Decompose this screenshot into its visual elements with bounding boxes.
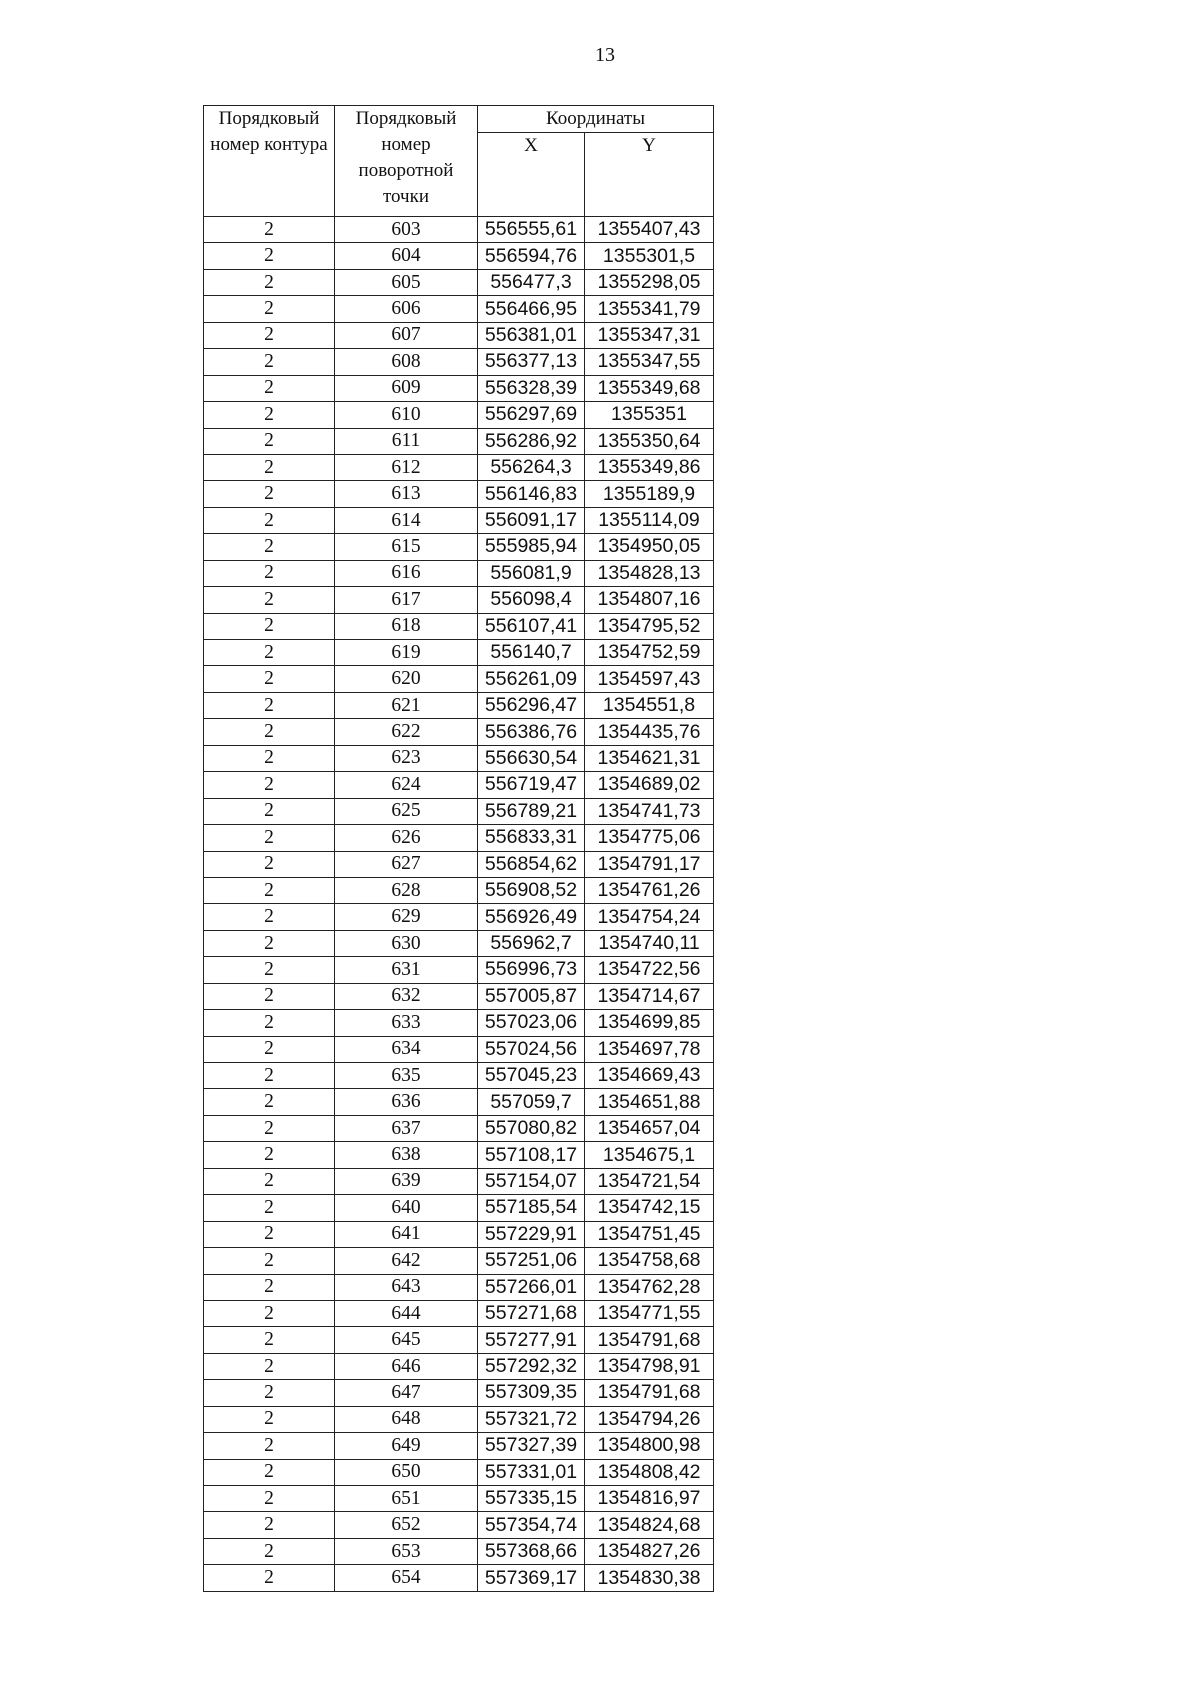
contour-number-cell: 2 xyxy=(204,666,335,692)
x-coordinate-cell: 557266,01 xyxy=(478,1274,585,1300)
y-coordinate-cell: 1354742,15 xyxy=(585,1195,714,1221)
point-number-cell: 646 xyxy=(335,1353,478,1379)
x-coordinate-cell: 557024,56 xyxy=(478,1036,585,1062)
contour-number-cell: 2 xyxy=(204,983,335,1009)
table-row xyxy=(204,930,714,956)
point-number-cell: 624 xyxy=(335,772,478,798)
x-coordinate-cell: 557369,17 xyxy=(478,1565,585,1591)
point-number-cell: 645 xyxy=(335,1327,478,1353)
x-coordinate-cell: 557331,01 xyxy=(478,1459,585,1485)
point-number-cell: 626 xyxy=(335,825,478,851)
table-row xyxy=(204,613,714,639)
table-row xyxy=(204,349,714,375)
x-coordinate-cell: 555985,94 xyxy=(478,534,585,560)
contour-number-cell: 2 xyxy=(204,587,335,613)
x-coordinate-cell: 556466,95 xyxy=(478,296,585,322)
x-coordinate-cell: 556328,39 xyxy=(478,375,585,401)
point-number-cell: 637 xyxy=(335,1115,478,1141)
contour-number-cell: 2 xyxy=(204,322,335,348)
header-y: Y xyxy=(585,133,714,217)
x-coordinate-cell: 556091,17 xyxy=(478,507,585,533)
y-coordinate-cell: 1354828,13 xyxy=(585,560,714,586)
x-coordinate-cell: 557368,66 xyxy=(478,1538,585,1564)
point-number-cell: 641 xyxy=(335,1221,478,1247)
x-coordinate-cell: 556719,47 xyxy=(478,772,585,798)
x-coordinate-cell: 557271,68 xyxy=(478,1300,585,1326)
point-number-cell: 623 xyxy=(335,745,478,771)
table-row xyxy=(204,825,714,851)
table-row xyxy=(204,1274,714,1300)
y-coordinate-cell: 1354752,59 xyxy=(585,640,714,666)
table-row xyxy=(204,1433,714,1459)
table-row xyxy=(204,719,714,745)
y-coordinate-cell: 1354721,54 xyxy=(585,1168,714,1194)
y-coordinate-cell: 1354762,28 xyxy=(585,1274,714,1300)
y-coordinate-cell: 1354435,76 xyxy=(585,719,714,745)
point-number-cell: 644 xyxy=(335,1300,478,1326)
table-row xyxy=(204,1300,714,1326)
contour-number-cell: 2 xyxy=(204,904,335,930)
contour-number-cell: 2 xyxy=(204,1115,335,1141)
contour-number-cell: 2 xyxy=(204,772,335,798)
contour-number-cell: 2 xyxy=(204,375,335,401)
contour-number-cell: 2 xyxy=(204,428,335,454)
point-number-cell: 634 xyxy=(335,1036,478,1062)
x-coordinate-cell: 556996,73 xyxy=(478,957,585,983)
x-coordinate-cell: 556264,3 xyxy=(478,454,585,480)
point-number-cell: 649 xyxy=(335,1433,478,1459)
table-row xyxy=(204,1486,714,1512)
contour-number-cell: 2 xyxy=(204,1010,335,1036)
contour-number-cell: 2 xyxy=(204,402,335,428)
table-row xyxy=(204,1406,714,1432)
y-coordinate-cell: 1354714,67 xyxy=(585,983,714,1009)
contour-number-cell: 2 xyxy=(204,454,335,480)
y-coordinate-cell: 1354808,42 xyxy=(585,1459,714,1485)
x-coordinate-cell: 556261,09 xyxy=(478,666,585,692)
point-number-cell: 603 xyxy=(335,217,478,243)
y-coordinate-cell: 1354669,43 xyxy=(585,1063,714,1089)
y-coordinate-cell: 1355349,68 xyxy=(585,375,714,401)
y-coordinate-cell: 1354775,06 xyxy=(585,825,714,851)
y-coordinate-cell: 1355349,86 xyxy=(585,454,714,480)
contour-number-cell: 2 xyxy=(204,507,335,533)
point-number-cell: 638 xyxy=(335,1142,478,1168)
y-coordinate-cell: 1354751,45 xyxy=(585,1221,714,1247)
x-coordinate-cell: 556146,83 xyxy=(478,481,585,507)
point-number-cell: 609 xyxy=(335,375,478,401)
point-number-cell: 614 xyxy=(335,507,478,533)
contour-number-cell: 2 xyxy=(204,877,335,903)
x-coordinate-cell: 556377,13 xyxy=(478,349,585,375)
contour-number-cell: 2 xyxy=(204,1168,335,1194)
y-coordinate-cell: 1355298,05 xyxy=(585,269,714,295)
y-coordinate-cell: 1354754,24 xyxy=(585,904,714,930)
contour-number-cell: 2 xyxy=(204,930,335,956)
contour-number-cell: 2 xyxy=(204,1248,335,1274)
header-x: X xyxy=(478,133,585,217)
page-number: 13 xyxy=(595,44,615,66)
contour-number-cell: 2 xyxy=(204,243,335,269)
y-coordinate-cell: 1354771,55 xyxy=(585,1300,714,1326)
point-number-cell: 608 xyxy=(335,349,478,375)
y-coordinate-cell: 1354807,16 xyxy=(585,587,714,613)
contour-number-cell: 2 xyxy=(204,1353,335,1379)
table-row xyxy=(204,1380,714,1406)
x-coordinate-cell: 557321,72 xyxy=(478,1406,585,1432)
x-coordinate-cell: 557251,06 xyxy=(478,1248,585,1274)
table-row xyxy=(204,560,714,586)
contour-number-cell: 2 xyxy=(204,1327,335,1353)
table-row xyxy=(204,402,714,428)
x-coordinate-cell: 556594,76 xyxy=(478,243,585,269)
contour-number-cell: 2 xyxy=(204,1486,335,1512)
contour-number-cell: 2 xyxy=(204,1512,335,1538)
x-coordinate-cell: 557154,07 xyxy=(478,1168,585,1194)
table-row xyxy=(204,1089,714,1115)
x-coordinate-cell: 557185,54 xyxy=(478,1195,585,1221)
contour-number-cell: 2 xyxy=(204,217,335,243)
coordinates-table xyxy=(203,105,714,1592)
y-coordinate-cell: 1355189,9 xyxy=(585,481,714,507)
table-row xyxy=(204,1459,714,1485)
table-row xyxy=(204,534,714,560)
point-number-cell: 604 xyxy=(335,243,478,269)
point-number-cell: 618 xyxy=(335,613,478,639)
y-coordinate-cell: 1355347,31 xyxy=(585,322,714,348)
contour-number-cell: 2 xyxy=(204,640,335,666)
contour-number-cell: 2 xyxy=(204,1565,335,1591)
y-coordinate-cell: 1354689,02 xyxy=(585,772,714,798)
y-coordinate-cell: 1354651,88 xyxy=(585,1089,714,1115)
table-row xyxy=(204,904,714,930)
table-row xyxy=(204,1195,714,1221)
y-coordinate-cell: 1355351 xyxy=(585,402,714,428)
contour-number-cell: 2 xyxy=(204,1036,335,1062)
y-coordinate-cell: 1354697,78 xyxy=(585,1036,714,1062)
x-coordinate-cell: 557005,87 xyxy=(478,983,585,1009)
point-number-cell: 636 xyxy=(335,1089,478,1115)
y-coordinate-cell: 1355350,64 xyxy=(585,428,714,454)
point-number-cell: 652 xyxy=(335,1512,478,1538)
x-coordinate-cell: 556381,01 xyxy=(478,322,585,348)
y-coordinate-cell: 1354798,91 xyxy=(585,1353,714,1379)
point-number-cell: 621 xyxy=(335,692,478,718)
x-coordinate-cell: 556296,47 xyxy=(478,692,585,718)
x-coordinate-cell: 557292,32 xyxy=(478,1353,585,1379)
table-row xyxy=(204,1221,714,1247)
contour-number-cell: 2 xyxy=(204,296,335,322)
point-number-cell: 627 xyxy=(335,851,478,877)
y-coordinate-cell: 1354795,52 xyxy=(585,613,714,639)
y-coordinate-cell: 1354791,17 xyxy=(585,851,714,877)
table-row xyxy=(204,798,714,824)
table-row xyxy=(204,1248,714,1274)
table-row xyxy=(204,1115,714,1141)
y-coordinate-cell: 1354621,31 xyxy=(585,745,714,771)
point-number-cell: 619 xyxy=(335,640,478,666)
x-coordinate-cell: 556098,4 xyxy=(478,587,585,613)
point-number-cell: 613 xyxy=(335,481,478,507)
point-number-cell: 615 xyxy=(335,534,478,560)
point-number-cell: 651 xyxy=(335,1486,478,1512)
y-coordinate-cell: 1354740,11 xyxy=(585,930,714,956)
x-coordinate-cell: 556107,41 xyxy=(478,613,585,639)
contour-number-cell: 2 xyxy=(204,613,335,639)
point-number-cell: 653 xyxy=(335,1538,478,1564)
table-row xyxy=(204,243,714,269)
table-body xyxy=(204,217,714,1592)
x-coordinate-cell: 557045,23 xyxy=(478,1063,585,1089)
contour-number-cell: 2 xyxy=(204,1221,335,1247)
contour-number-cell: 2 xyxy=(204,1300,335,1326)
table-row xyxy=(204,587,714,613)
y-coordinate-cell: 1355114,09 xyxy=(585,507,714,533)
table-row xyxy=(204,322,714,348)
y-coordinate-cell: 1355341,79 xyxy=(585,296,714,322)
header-contour-number: Порядковый номер контура xyxy=(204,106,335,217)
table-row xyxy=(204,1063,714,1089)
y-coordinate-cell: 1354816,97 xyxy=(585,1486,714,1512)
table-row xyxy=(204,666,714,692)
contour-number-cell: 2 xyxy=(204,560,335,586)
point-number-cell: 622 xyxy=(335,719,478,745)
point-number-cell: 625 xyxy=(335,798,478,824)
y-coordinate-cell: 1354824,68 xyxy=(585,1512,714,1538)
table-row xyxy=(204,481,714,507)
x-coordinate-cell: 557309,35 xyxy=(478,1380,585,1406)
table-row xyxy=(204,745,714,771)
contour-number-cell: 2 xyxy=(204,1063,335,1089)
contour-number-cell: 2 xyxy=(204,1274,335,1300)
table-row xyxy=(204,851,714,877)
table-row xyxy=(204,1010,714,1036)
x-coordinate-cell: 556833,31 xyxy=(478,825,585,851)
table-row xyxy=(204,772,714,798)
point-number-cell: 617 xyxy=(335,587,478,613)
x-coordinate-cell: 556081,9 xyxy=(478,560,585,586)
point-number-cell: 654 xyxy=(335,1565,478,1591)
x-coordinate-cell: 556962,7 xyxy=(478,930,585,956)
table-row xyxy=(204,1512,714,1538)
contour-number-cell: 2 xyxy=(204,1195,335,1221)
point-number-cell: 633 xyxy=(335,1010,478,1036)
y-coordinate-cell: 1354761,26 xyxy=(585,877,714,903)
y-coordinate-cell: 1354741,73 xyxy=(585,798,714,824)
x-coordinate-cell: 557327,39 xyxy=(478,1433,585,1459)
x-coordinate-cell: 557277,91 xyxy=(478,1327,585,1353)
table-row xyxy=(204,296,714,322)
x-coordinate-cell: 557335,15 xyxy=(478,1486,585,1512)
y-coordinate-cell: 1354597,43 xyxy=(585,666,714,692)
y-coordinate-cell: 1354657,04 xyxy=(585,1115,714,1141)
table-row xyxy=(204,507,714,533)
contour-number-cell: 2 xyxy=(204,798,335,824)
contour-number-cell: 2 xyxy=(204,269,335,295)
table-row xyxy=(204,1565,714,1591)
point-number-cell: 616 xyxy=(335,560,478,586)
y-coordinate-cell: 1354830,38 xyxy=(585,1565,714,1591)
contour-number-cell: 2 xyxy=(204,534,335,560)
table-row xyxy=(204,1327,714,1353)
point-number-cell: 632 xyxy=(335,983,478,1009)
x-coordinate-cell: 557354,74 xyxy=(478,1512,585,1538)
point-number-cell: 650 xyxy=(335,1459,478,1485)
contour-number-cell: 2 xyxy=(204,692,335,718)
table-row xyxy=(204,1142,714,1168)
point-number-cell: 620 xyxy=(335,666,478,692)
point-number-cell: 631 xyxy=(335,957,478,983)
y-coordinate-cell: 1354551,8 xyxy=(585,692,714,718)
contour-number-cell: 2 xyxy=(204,1089,335,1115)
x-coordinate-cell: 556908,52 xyxy=(478,877,585,903)
x-coordinate-cell: 557059,7 xyxy=(478,1089,585,1115)
contour-number-cell: 2 xyxy=(204,481,335,507)
table-row xyxy=(204,269,714,295)
contour-number-cell: 2 xyxy=(204,957,335,983)
y-coordinate-cell: 1354791,68 xyxy=(585,1380,714,1406)
point-number-cell: 611 xyxy=(335,428,478,454)
contour-number-cell: 2 xyxy=(204,1459,335,1485)
point-number-cell: 606 xyxy=(335,296,478,322)
contour-number-cell: 2 xyxy=(204,825,335,851)
point-number-cell: 643 xyxy=(335,1274,478,1300)
x-coordinate-cell: 557023,06 xyxy=(478,1010,585,1036)
table-row xyxy=(204,428,714,454)
x-coordinate-cell: 557229,91 xyxy=(478,1221,585,1247)
contour-number-cell: 2 xyxy=(204,1142,335,1168)
y-coordinate-cell: 1354758,68 xyxy=(585,1248,714,1274)
y-coordinate-cell: 1354800,98 xyxy=(585,1433,714,1459)
table-row xyxy=(204,640,714,666)
x-coordinate-cell: 556477,3 xyxy=(478,269,585,295)
table-row xyxy=(204,1036,714,1062)
point-number-cell: 640 xyxy=(335,1195,478,1221)
x-coordinate-cell: 556386,76 xyxy=(478,719,585,745)
y-coordinate-cell: 1354794,26 xyxy=(585,1406,714,1432)
point-number-cell: 612 xyxy=(335,454,478,480)
point-number-cell: 642 xyxy=(335,1248,478,1274)
x-coordinate-cell: 556286,92 xyxy=(478,428,585,454)
table-row xyxy=(204,1538,714,1564)
x-coordinate-cell: 556630,54 xyxy=(478,745,585,771)
point-number-cell: 630 xyxy=(335,930,478,956)
point-number-cell: 635 xyxy=(335,1063,478,1089)
x-coordinate-cell: 556297,69 xyxy=(478,402,585,428)
x-coordinate-cell: 556854,62 xyxy=(478,851,585,877)
contour-number-cell: 2 xyxy=(204,1538,335,1564)
point-number-cell: 639 xyxy=(335,1168,478,1194)
x-coordinate-cell: 556789,21 xyxy=(478,798,585,824)
table-row xyxy=(204,1168,714,1194)
y-coordinate-cell: 1355407,43 xyxy=(585,217,714,243)
contour-number-cell: 2 xyxy=(204,851,335,877)
x-coordinate-cell: 557108,17 xyxy=(478,1142,585,1168)
point-number-cell: 607 xyxy=(335,322,478,348)
contour-number-cell: 2 xyxy=(204,349,335,375)
table-row xyxy=(204,1353,714,1379)
point-number-cell: 610 xyxy=(335,402,478,428)
y-coordinate-cell: 1354827,26 xyxy=(585,1538,714,1564)
y-coordinate-cell: 1355347,55 xyxy=(585,349,714,375)
contour-number-cell: 2 xyxy=(204,1433,335,1459)
header-coordinates: Координаты xyxy=(478,106,714,133)
contour-number-cell: 2 xyxy=(204,1380,335,1406)
table-row xyxy=(204,877,714,903)
x-coordinate-cell: 556140,7 xyxy=(478,640,585,666)
table-row xyxy=(204,957,714,983)
contour-number-cell: 2 xyxy=(204,745,335,771)
table-row xyxy=(204,217,714,243)
header-point-number: Порядковый номер поворотной точки xyxy=(335,106,478,217)
x-coordinate-cell: 557080,82 xyxy=(478,1115,585,1141)
contour-number-cell: 2 xyxy=(204,1406,335,1432)
table-row xyxy=(204,375,714,401)
y-coordinate-cell: 1354699,85 xyxy=(585,1010,714,1036)
contour-number-cell: 2 xyxy=(204,719,335,745)
point-number-cell: 647 xyxy=(335,1380,478,1406)
y-coordinate-cell: 1355301,5 xyxy=(585,243,714,269)
table-row xyxy=(204,983,714,1009)
y-coordinate-cell: 1354722,56 xyxy=(585,957,714,983)
point-number-cell: 605 xyxy=(335,269,478,295)
point-number-cell: 629 xyxy=(335,904,478,930)
x-coordinate-cell: 556926,49 xyxy=(478,904,585,930)
table-row xyxy=(204,454,714,480)
table-row xyxy=(204,692,714,718)
point-number-cell: 628 xyxy=(335,877,478,903)
point-number-cell: 648 xyxy=(335,1406,478,1432)
y-coordinate-cell: 1354791,68 xyxy=(585,1327,714,1353)
y-coordinate-cell: 1354950,05 xyxy=(585,534,714,560)
x-coordinate-cell: 556555,61 xyxy=(478,217,585,243)
y-coordinate-cell: 1354675,1 xyxy=(585,1142,714,1168)
